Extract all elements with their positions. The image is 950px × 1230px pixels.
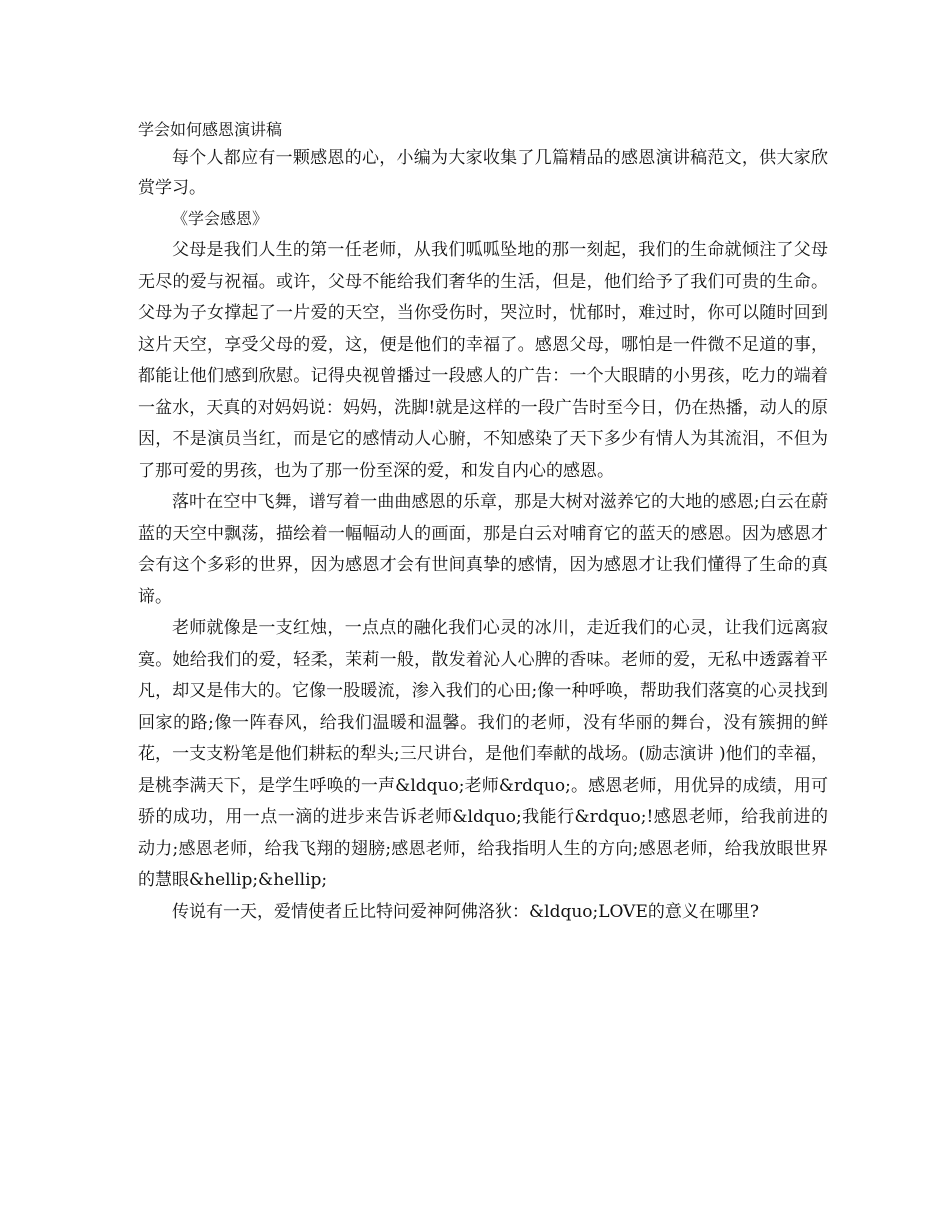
intro-paragraph: 每个人都应有一颗感恩的心，小编为大家收集了几篇精品的感恩演讲稿范文，供大家欣赏学习。 [138,148,828,198]
paragraph-parents: 父母是我们人生的第一任老师，从我们呱呱坠地的那一刻起，我们的生命就倾注了父母无尽的爱与祝福。或许，父母不能给我们奢华的生活，但是，他们给予了我们可贵的生命。父母为子女撑起了一片爱的天空，当你受伤时，哭泣时，忧郁时，难过时，你可以随时回到这片天空，享受父母的爱，这，便是他们的幸福了。感恩父母，哪怕是一件微不足道的事，都能让他们感到欣慰。记得央视曾播过一段感人的广告：一个大眼睛的小男孩，吃力的端着一盆水，天真的对妈妈说：妈妈，洗脚!就是这样的一段广告时至今日，仍在热播，动人的原因，不是演员当红，而是它的感情动人心腑，不知感染了天下多少有情人为其流泪，不但为了那可爱的男孩，也为了那一份至深的爱，和发自内心的感恩。 [138,240,828,481]
document-body [138,117,828,928]
paragraph-teachers: 老师就像是一支红烛，一点点的融化我们心灵的冰川，走近我们的心灵，让我们远离寂寞。她给我们的爱，轻柔，茉莉一般，散发着沁人心脾的香味。老师的爱，无私中透露着平凡，却又是伟大的。它像一股暖流，渗入我们的心田;像一种呼唤，帮助我们落寞的心灵找到回家的路;像一阵春风，给我们温暖和温馨。我们的老师，没有华丽的舞台，没有簇拥的鲜花，一支支粉笔是他们耕耘的犁头;三尺讲台，是他们奉献的战场。(励志演讲 )他们的幸福，是桃李满天下，是学生呼唤的一声&ldquo;老师&rdquo;。感恩老师，用优异的成绩，用可骄的成功，用一点一滴的进步来告诉老师&ldquo;我能行&rdquo;!感恩老师，给我前进的动力;感恩老师，给我飞翔的翅膀;感恩老师，给我指明人生的方向;感恩老师，给我放眼世界的慧眼&hellip;&hellip; [138,618,828,890]
document-title: 学会如何感恩演讲稿 [138,120,283,139]
paragraph-legend: 传说有一天，爱情使者丘比特问爱神阿佛洛狄：&ldquo;LOVE的意义在哪里? [172,901,759,922]
paragraph-nature: 落叶在空中飞舞，谱写着一曲曲感恩的乐章，那是大树对滋养它的大地的感恩;白云在蔚蓝的天空中飘荡，描绘着一幅幅动人的画面，那是白云对哺育它的蓝天的感恩。因为感恩才会有这个多彩的世界，因为感恩才会有世间真挚的感情，因为感恩才让我们懂得了生命的真谛。 [138,492,828,607]
speech-subtitle: 《学会感恩》 [172,209,269,228]
